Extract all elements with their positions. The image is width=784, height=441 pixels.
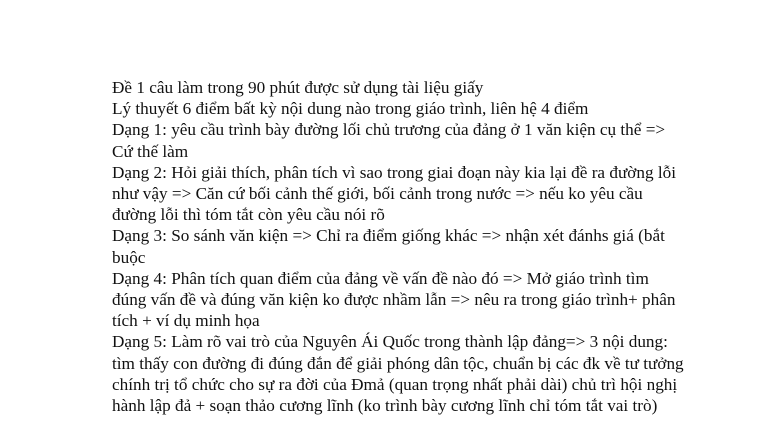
text-line-type2: Dạng 2: Hỏi giải thích, phân tích vì sao trong giai đoạn này kia lại đề ra đường lỗi [112, 162, 676, 182]
text-line-exam-info: Đề 1 câu làm trong 90 phút được sử dụng tài liệu giấy [112, 78, 484, 97]
document-body [112, 77, 772, 416]
text-line-type3: Dạng 3: So sánh văn kiện => Chỉ ra điểm giống khác => nhận xét đánhs giá (bắt [112, 226, 665, 246]
text-line-type4: Dạng 4: Phân tích quan điểm của đảng về vấn đề nào đó => Mở giáo trình tìm [112, 268, 649, 288]
text-line-type5: Dạng 5: Làm rõ vai trò của Nguyên Ái Quốc trong thành lập đảng=> 3 nội dung: [112, 332, 668, 352]
text-line-type5-cont2: chính trị tổ chức cho sự ra đời của Đmả (quan trọng nhất phải dài) chủ trì hội nghị [112, 374, 678, 394]
text-line-type4-cont2: tích + ví dụ minh họa [112, 311, 260, 331]
text-line-type2-cont2: đường lỗi thì tóm tắt còn yêu cầu nói rõ [112, 205, 385, 225]
text-line-type4-cont: đúng vấn đề và đúng văn kiện ko được nhầm lẫn => nêu ra trong giáo trình+ phân [112, 290, 676, 310]
text-line-type1-cont: Cứ thế làm [112, 141, 189, 161]
text-line-theory: Lý thuyết 6 điểm bất kỳ nội dung nào trong giáo trình, liên hệ 4 điểm [112, 99, 589, 119]
text-line-type3-cont: buộc [112, 247, 146, 267]
text-line-type5-cont: tìm thấy con đường đi đúng đắn để giải phóng dân tộc, chuẩn bị các đk về tư tưởng [112, 353, 684, 373]
text-line-type2-cont: như vậy => Căn cứ bối cảnh thế giới, bối cảnh trong nước => nếu ko yêu cầu [112, 184, 643, 204]
text-line-type1: Dạng 1: yêu cầu trình bày đường lối chủ trương của đảng ở 1 văn kiện cụ thể => [112, 120, 666, 140]
text-line-type5-cont3: hành lập đả + soạn thảo cương lĩnh (ko trình bày cương lĩnh chỉ tóm tắt vai trò) [112, 396, 658, 416]
